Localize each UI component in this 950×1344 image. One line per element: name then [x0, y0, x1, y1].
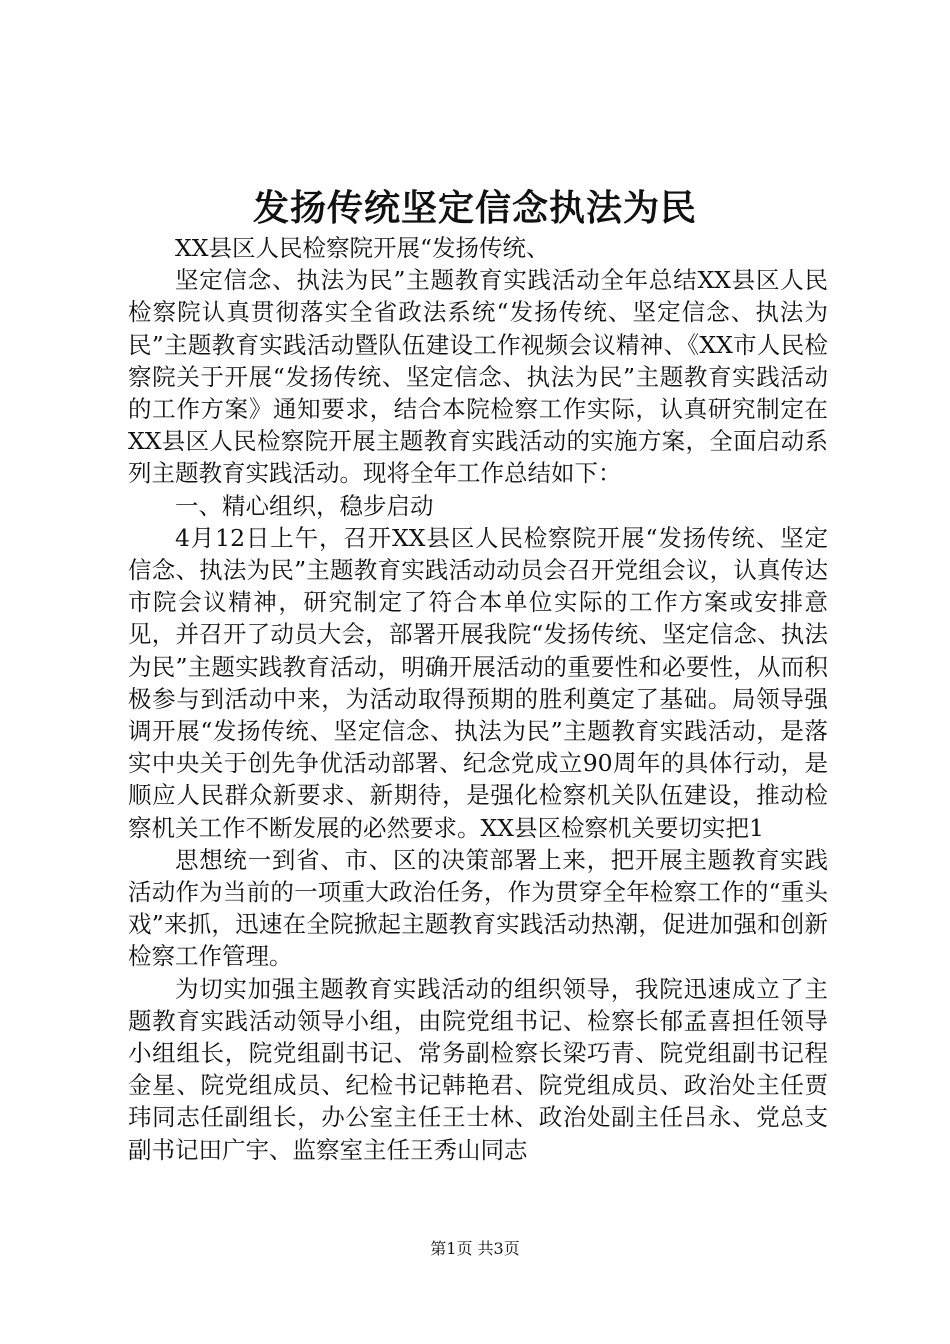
page-number-footer: 第1页 共3页 — [430, 1239, 520, 1258]
paragraph: 思想统一到省、市、区的决策部署上来，把开展主题教育实践活动作为当前的一项重大政治任务，作为贯穿全年检察工作的“重头戏”来抓，迅速在全院掀起主题教育实践活动热潮，促进加强和创新检察工作管理。 — [128, 845, 828, 971]
paragraph: 4月12日上午，召开XX县区人民检察院开展“发扬传统、坚定信念、执法为民”主题教育实践活动动员会召开党组会议，认真传达市院会议精神，研究制定了符合本单位实际的工作方案或安排意见，并召开了动员大会，部署开展我院“发扬传统、坚定信念、执法为民”主题实践教育活动，明确开展活动的重要性和必要性，从而积极参与到活动中来，为活动取得预期的胜利奠定了基础。局领导强调开展“发扬传统、坚定信念、执法为民”主题教育实践活动，是落实中央关于创先争优活动部署、纪念党成立90周年的具体行动，是顺应人民群众新要求、新期待，是强化检察机关队伍建设，推动检察机关工作不断发展的必然要求。XX县区检察机关要切实把1 — [128, 523, 828, 842]
paragraph: 坚定信念、执法为民”主题教育实践活动全年总结XX县区人民检察院认真贯彻落实全省政法系统“发扬传统、坚定信念、执法为民”主题教育实践活动暨队伍建设工作视频会议精神、《XX市人民检察院关于开展“发扬传统、坚定信念、执法为民”主题教育实践活动的工作方案》通知要求，结合本院检察工作实际，认真研究制定在XX县区人民检察院开展主题教育实践活动的实施方案，全面启动系列主题教育实践活动。现将全年工作总结如下： — [128, 266, 828, 488]
paragraph: 为切实加强主题教育实践活动的组织领导，我院迅速成立了主题教育实践活动领导小组，由院党组书记、检察长郁孟喜担任领导小组组长，院党组副书记、常务副检察长梁巧青、院党组副书记程金星、院党组成员、纪检书记韩艳君、院党组成员、政治处主任贾玮同志任副组长，办公室主任王士林、政治处副主任吕永、党总支副书记田广宇、监察室主任王秀山同志 — [128, 974, 828, 1164]
section-heading: 一、精心组织，稳步启动 — [175, 491, 434, 520]
paragraph: XX县区人民检察院开展“发扬传统、 — [175, 234, 550, 262]
document-title: 发扬传统坚定信念执法为民 — [252, 187, 697, 229]
document-body — [128, 232, 828, 1166]
